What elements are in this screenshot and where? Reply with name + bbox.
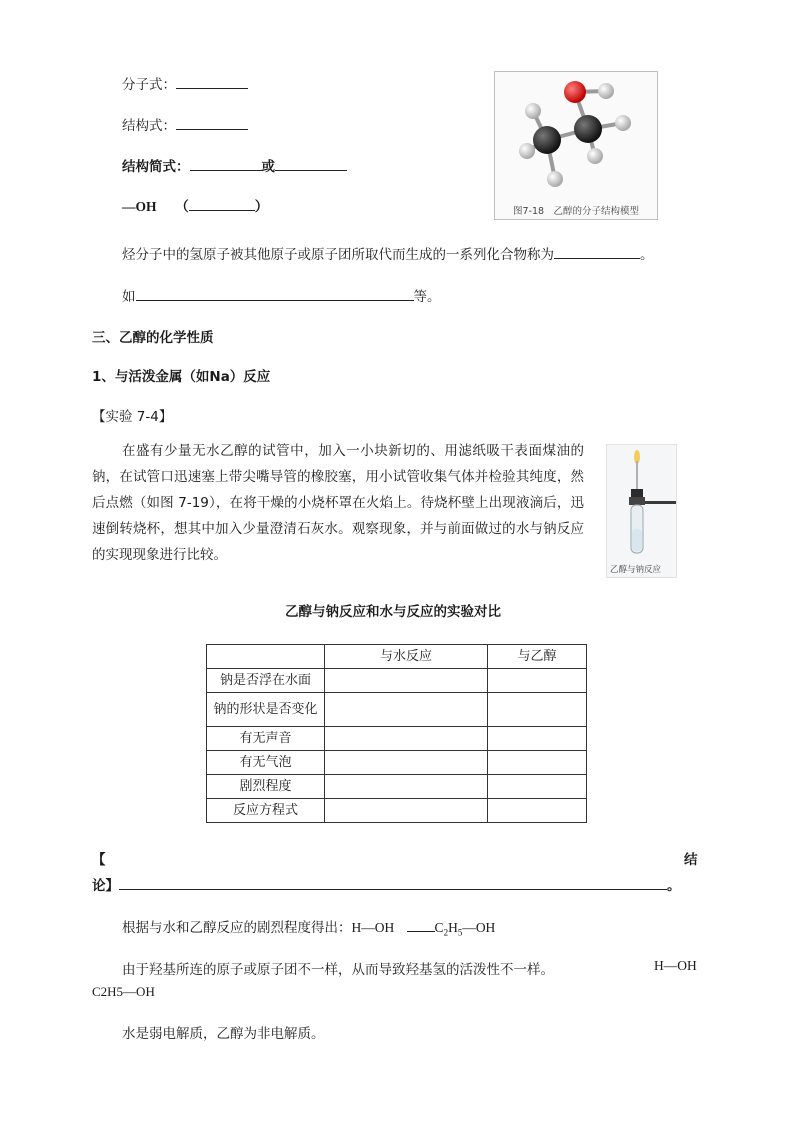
conclusion-right-char: 结 [684,852,698,868]
answer-cell[interactable] [488,669,587,693]
example-blank[interactable] [136,286,414,301]
row-label: 有无声音 [207,727,325,751]
reason-ethanol-formula: C2H5—OH [92,984,155,999]
hydroxyl-row [122,195,268,215]
figure-7-19-caption: 乙醇与钠反应 [610,565,662,575]
conclusion-blank[interactable] [119,875,667,890]
or-text: 或 [261,159,275,175]
table-row [207,693,587,727]
reason-text: 由于羟基所连的原子或原子团不一样，从而导致羟基氢的活泼性不一样。 [122,962,554,978]
condensed-formula-row [122,155,347,175]
answer-cell[interactable] [488,775,587,799]
figure-sodium-ethanol [606,444,677,578]
example-prefix: 如 [122,289,136,305]
answer-cell[interactable] [488,799,587,823]
table-row [207,751,587,775]
header-cell: 与水反应 [325,645,488,669]
table-row [207,727,587,751]
paren-open: （ [175,199,189,215]
answer-cell[interactable] [488,693,587,727]
hydrogen-atom [615,115,631,131]
header-cell: 与乙醇 [488,645,587,669]
answer-cell[interactable] [488,727,587,751]
molecular-formula-row [122,73,248,93]
row-label: 反应方程式 [207,799,325,823]
answer-cell[interactable] [325,693,488,727]
hydrogen-atom [547,171,563,187]
compare-text: 根据与水和乙醇反应的剧烈程度得出： [122,920,352,936]
hydrogen-atom [587,148,603,164]
answer-cell[interactable] [325,775,488,799]
hydrogen-atom [525,103,541,119]
compare-line [122,916,495,938]
hydrogen-atom [519,143,535,159]
section-title: 三、乙醇的化学性质 [92,330,214,346]
conclusion-label: 论】 [92,878,119,894]
water-formula: H—OH [351,920,395,935]
formula-h: H [448,920,458,935]
answer-cell[interactable] [488,751,587,775]
table-row [207,799,587,823]
hydroxyl-name-blank[interactable] [189,196,255,211]
comparison-table [206,644,587,823]
derivative-sentence [122,243,654,263]
figure-ethanol-model [494,71,658,220]
reason-line [122,958,554,978]
test-tube-apparatus [607,445,676,561]
final-line: 水是弱电解质，乙醇为非电解质。 [122,1026,325,1042]
carbon-atom [533,126,561,154]
structural-formula-row [122,114,248,134]
ethanol-formula [434,920,496,938]
structural-formula-label: 结构式： [122,118,176,134]
ethanol-ball-stick-model [495,72,657,200]
oxygen-atom [564,81,586,103]
molecular-formula-blank[interactable] [176,74,248,89]
figure-7-18-caption: 图7-18 乙醇的分子结构模型 [513,206,640,217]
conclusion-row [92,874,681,894]
experiment-text: 在盛有少量无水乙醇的试管中，加入一小块新切的、用滤纸吸干表面煤油的钠，在试管口迅速塞上带尖嘴导管的橡胶塞，用小试管收集气体并检验其纯度，然后点燃（如图 7-19），在将干燥的小烧杯罩在火焰上。待烧杯壁上出现液滴后，迅速倒转烧杯，想其中加入少量澄清石灰水。观察现象，并与前面做过的水与钠反应的实现现象进行比较。 [92,443,584,563]
formula-sub-5: 5 [457,927,463,938]
answer-cell[interactable] [325,751,488,775]
compare-blank[interactable] [407,917,435,932]
derivative-end: 。 [640,247,654,263]
answer-cell[interactable] [325,799,488,823]
example-line [122,285,441,305]
formula-c: C [434,920,444,935]
table-title: 乙醇与钠反应和水与反应的实验对比 [285,604,501,620]
row-label: 有无气泡 [207,751,325,775]
hydroxyl-label: —OH [122,199,157,214]
formula-sub-2: 2 [443,927,449,938]
carbon-atom [574,115,602,143]
row-label: 剧烈程度 [207,775,325,799]
molecular-formula-label: 分子式： [122,77,176,93]
table-row [207,775,587,799]
derivative-blank[interactable] [554,244,640,259]
answer-cell[interactable] [325,669,488,693]
row-label: 钠是否浮在水面 [207,669,325,693]
reason-water-formula: H—OH [654,958,697,973]
header-cell [207,645,325,669]
conclusion-open: 【 [92,852,106,868]
row-label: 钠的形状是否变化 [207,693,325,727]
condensed-formula-label: 结构简式： [122,159,190,175]
condensed-formula-blank-1[interactable] [190,156,262,171]
condensed-formula-blank-2[interactable] [275,156,347,171]
derivative-text: 烃分子中的氢原子被其他原子或原子团所取代而生成的一系列化合物称为 [122,247,554,263]
experiment-label: 【实验 7-4】 [92,409,173,425]
conclusion-end: 。 [667,878,681,894]
hydrogen-atom [598,83,614,99]
formula-oh: —OH [462,920,496,935]
structural-formula-blank[interactable] [176,115,248,130]
paren-close: ） [254,199,269,215]
answer-cell[interactable] [325,727,488,751]
table-header-row [207,645,587,669]
example-suffix: 等。 [413,289,441,305]
subsection-title: 1、与活泼金属（如Na）反应 [92,369,271,385]
table-row [207,669,587,693]
